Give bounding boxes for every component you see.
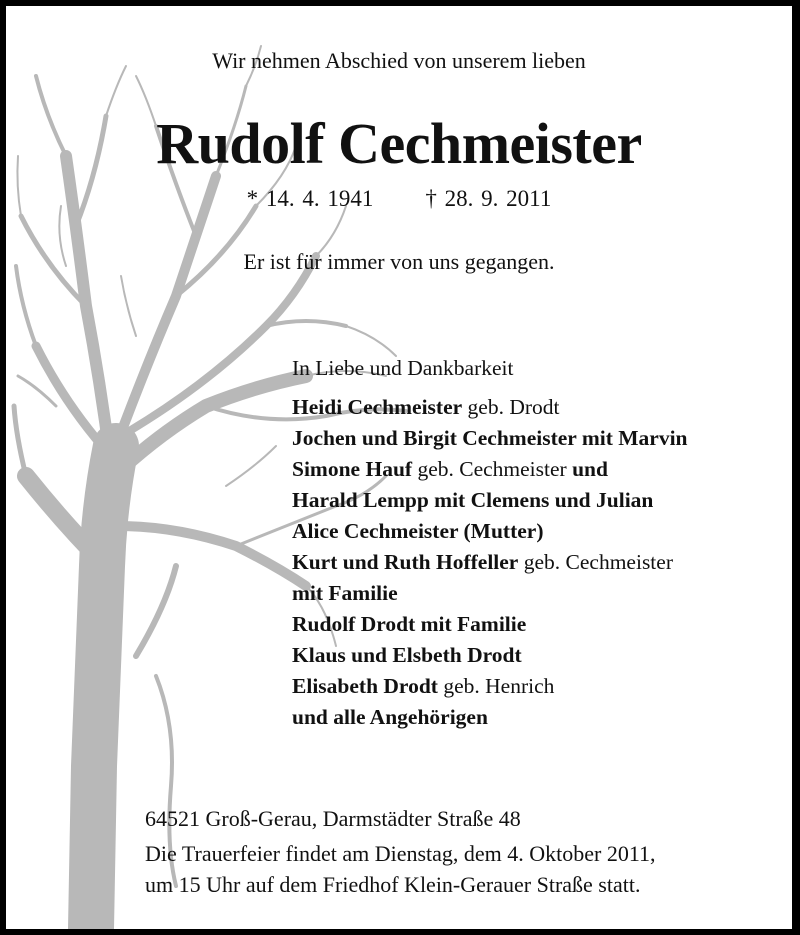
life-dates (6, 186, 792, 212)
statement-text: Er ist für immer von uns gegangen. (243, 249, 555, 274)
mourners-heading: In Liebe und Dankbarkeit (292, 356, 514, 380)
deceased-name: Rudolf Cechmeister (156, 111, 642, 176)
obituary-notice (6, 6, 792, 929)
mourner-line: mit Familie (292, 581, 398, 605)
death-date: † 28. 9. 2011 (425, 186, 552, 211)
mourner-line: und alle Angehörigen (292, 705, 488, 729)
intro-text: Wir nehmen Abschied von unserem lieben (212, 48, 586, 73)
ceremony-line-1: Die Trauerfeier findet am Dienstag, dem 4. Oktober 2011, (145, 841, 656, 866)
mourner-line: Jochen und Birgit Cechmeister mit Marvin (292, 426, 688, 450)
birth-date: * 14. 4. 1941 (246, 186, 374, 211)
ceremony-line-2: um 15 Uhr auf dem Friedhof Klein-Gerauer Straße statt. (145, 872, 641, 897)
mourner-line: Heidi Cechmeister geb. Drodt (292, 395, 560, 419)
mourner-line: Kurt und Ruth Hoffeller geb. Cechmeister (292, 550, 673, 574)
address: 64521 Groß-Gerau, Darmstädter Straße 48 (145, 806, 521, 831)
mourner-line: Harald Lempp mit Clemens und Julian (292, 488, 654, 512)
mourner-line: Klaus und Elsbeth Drodt (292, 643, 522, 667)
mourners-list (292, 353, 688, 733)
mourner-line: Elisabeth Drodt geb. Henrich (292, 674, 555, 698)
mourner-line: Simone Hauf geb. Cechmeister und (292, 457, 608, 481)
mourner-line: Rudolf Drodt mit Familie (292, 612, 527, 636)
footer-info (145, 803, 656, 900)
mourner-line: Alice Cechmeister (Mutter) (292, 519, 544, 543)
